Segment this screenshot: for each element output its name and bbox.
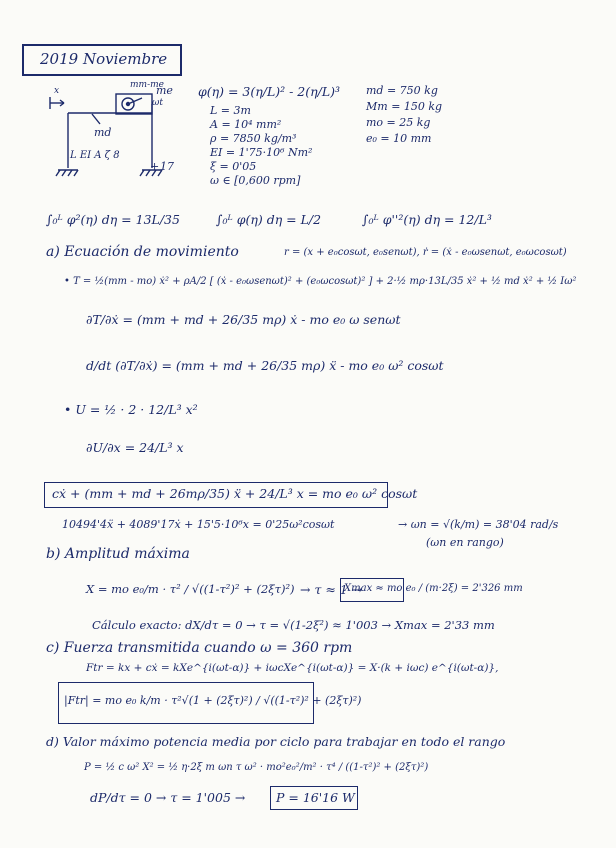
page-title: 2019 Noviembre [40,50,168,68]
ddt-term: d/dt (∂T/∂ẋ) = (mm + md + 26/35 mρ) ẍ - mo e₀ ω² cosωt [86,358,444,373]
potential-energy: • U = ½ · 2 · 12/L³ x² [64,402,198,417]
ftr-magnitude: |Ftr| = mo e₀ k/m · τ²√(1 + (2ξτ)²) / √((1-τ²)² + (2ξτ)²) [64,694,362,707]
amplitude-formula: X = mo e₀/m · τ² / √((1-τ²)² + (2ξτ)²) [86,582,295,596]
prop-2: ρ = 7850 kg/m³ [210,132,297,145]
x-label: x [54,86,60,96]
plus-label: + [150,160,160,173]
exact-calc: Cálculo exacto: dX/dτ = 0 → τ = √(1-2ξ²) ≈ 1'003 → Xmax = 2'33 mm [92,618,495,632]
integral-2: ∫₀ᴸ φ''²(η) dη = 12/L³ [362,212,492,227]
equation-of-motion: cẋ + (mm + md + 26mρ/35) ẍ + 24/L³ x = mo e₀ ω² cosωt [52,486,418,501]
power-result: P = 16'16 W [276,790,355,805]
tau-approx: → τ ≈ 1 → [300,582,363,597]
mass-2: mo = 25 kg [366,116,431,129]
prop-1: A = 10⁴ mm² [210,118,282,131]
prop-5: ω ∈ [0,600 rpm] [210,174,301,187]
power-formula: P = ½ c ω² X² = ½ η·2ξ m ωn τ ω² · mo²e₀²/m² · τ⁴ / ((1-τ²)² + (2ξτ)²) [84,762,429,773]
integral-0: ∫₀ᴸ φ²(η) dη = 13L/35 [46,212,180,227]
position-vector: r = (x + e₀cosωt, e₀senωt), ṙ = (ẋ - e₀ωsenωt, e₀ωcosωt) [284,247,567,258]
section-c-title: c) Fuerza transmitida cuando ω = 360 rpm [46,640,353,656]
mass-3: e₀ = 10 mm [366,132,432,145]
ftr-expression: Ftr = kx + cẋ = kXe^{i(ωt-α)} + iωcXe^{i(ωt-α)} = X·(k + iωc) e^{i(ωt-α)}, [86,662,499,674]
section-b-title: b) Amplitud máxima [46,546,190,562]
xmax-approx: Xmax ≈ mo e₀ / (m·2ξ) = 2'326 mm [344,583,523,594]
numeric-equation: 10494'4ẍ + 4089'17ẋ + 15'5·10⁶x = 0'25ω²cosωt [62,518,335,531]
prop-0: L = 3m [210,104,251,117]
natural-frequency: → ωn = √(k/m) = 38'04 rad/s [398,518,559,531]
wn-note: (ωn en rango) [426,536,504,549]
dU-dx: ∂U/∂x = 24/L³ x [86,440,184,455]
section-a-title: a) Ecuación de movimiento [46,244,239,260]
mass-1: Mm = 150 kg [366,100,443,113]
prop-3: EI = 1'75·10⁶ Nm² [210,146,313,159]
integral-1: ∫₀ᴸ φ(η) dη = L/2 [216,212,322,227]
mass-0: md = 750 kg [366,84,438,97]
shape-function: φ(η) = 3(η/L)² - 2(η/L)³ [198,84,341,99]
prop-4: ξ = 0'05 [210,160,257,173]
md-label: md [94,126,112,139]
mm-me-label: mm-me [130,80,164,90]
kinetic-energy: • T = ½(mm - mo) ẋ² + ρA/2 [ (ẋ - e₀ωsenωt)² + (e₀ωcosωt)² ] + 2·½ mρ·13L/35 ẋ² + ½ md ẋ² + ½ Iω² [64,276,577,287]
me-label: me [156,84,173,97]
dT-dxdot: ∂T/∂ẋ = (mm + md + 26/35 mρ) ẋ - mo e₀ ω senωt [86,312,401,327]
beam-label: L EI A ζ 8 [70,150,120,161]
section-d-title: d) Valor máximo potencia media por ciclo para trabajar en todo el rango [46,734,506,749]
omega-t-label: ωt [152,98,163,108]
l17-label: 17 [160,160,174,173]
dp-dtau: dP/dτ = 0 → τ = 1'005 → [90,790,246,805]
